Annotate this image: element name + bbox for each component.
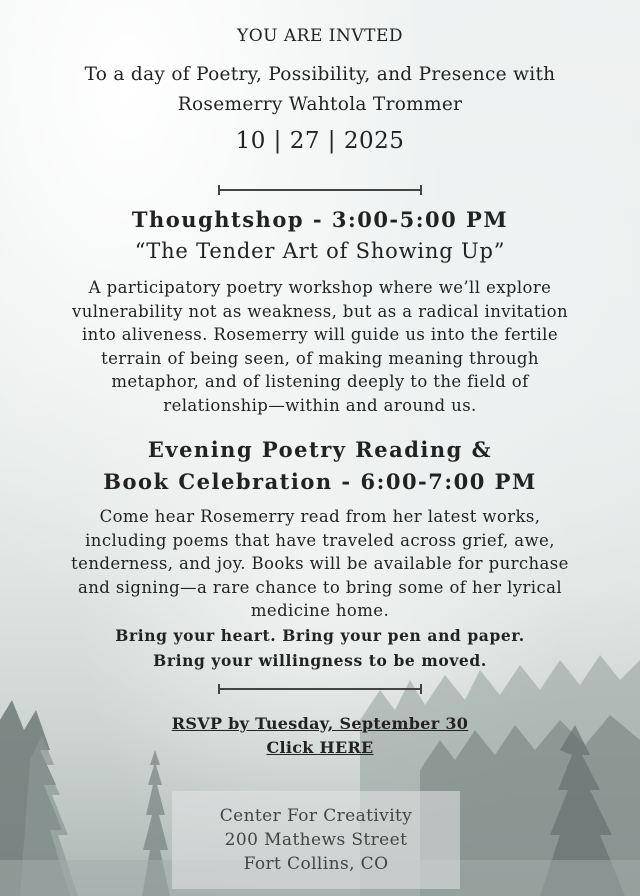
thoughtshop-title: Thoughtshop - 3:00-5:00 PM [131,207,509,232]
thoughtshop-subtitle: “The Tender Art of Showing Up” [134,239,506,263]
description-line: metaphor, and of listening deeply to the field of [111,372,529,391]
event-date: 10 | 27 | 2025 [235,128,405,154]
venue-street: 200 Mathews Street [224,830,408,850]
intro-text [10,60,630,120]
thoughtshop-description [30,276,610,417]
rsvp-click-here-link[interactable]: Click HERE [266,738,374,757]
rsvp-deadline-link[interactable]: RSVP by Tuesday, September 30 [171,714,469,733]
divider-top [218,185,422,195]
venue-name: Center For Creativity [219,806,413,826]
bring-willingness-line: Bring your willingness to be moved. [153,651,487,670]
evening-description [30,505,610,623]
description-line: tenderness, and joy. Books will be available for purchase [71,554,569,573]
description-line: terrain of being seen, of making meaning through [101,348,539,368]
invited-label: YOU ARE INVTED [236,26,404,46]
venue-city: Fort Collins, CO [243,854,389,874]
divider-bottom [218,684,422,694]
location-box [172,791,460,889]
evening-title-line2: Book Celebration - 6:00-7:00 PM [103,469,537,494]
description-line: and signing—a rare chance to bring some of her lyrical [77,577,562,597]
description-line: into aliveness. Rosemerry will guide us into the fertile [81,325,558,344]
description-line: including poems that have traveled across grief, awe, [85,530,555,550]
bring-heart-line: Bring your heart. Bring your pen and paper. [115,626,525,645]
description-line: Come hear Rosemerry read from her latest works, [99,507,541,526]
description-line: medicine home. [250,601,390,620]
description-line: relationship—within and around us. [163,395,477,415]
description-line: A participatory poetry workshop where we’ll explore [88,278,552,297]
description-line: vulnerability not as weakness, but as a radical invitation [72,301,568,321]
evening-title-line1: Evening Poetry Reading & [147,437,493,462]
intro-line: To a day of Poetry, Possibility, and Presence with [84,64,556,85]
host-name: Rosemerry Wahtola Trommer [177,94,463,115]
